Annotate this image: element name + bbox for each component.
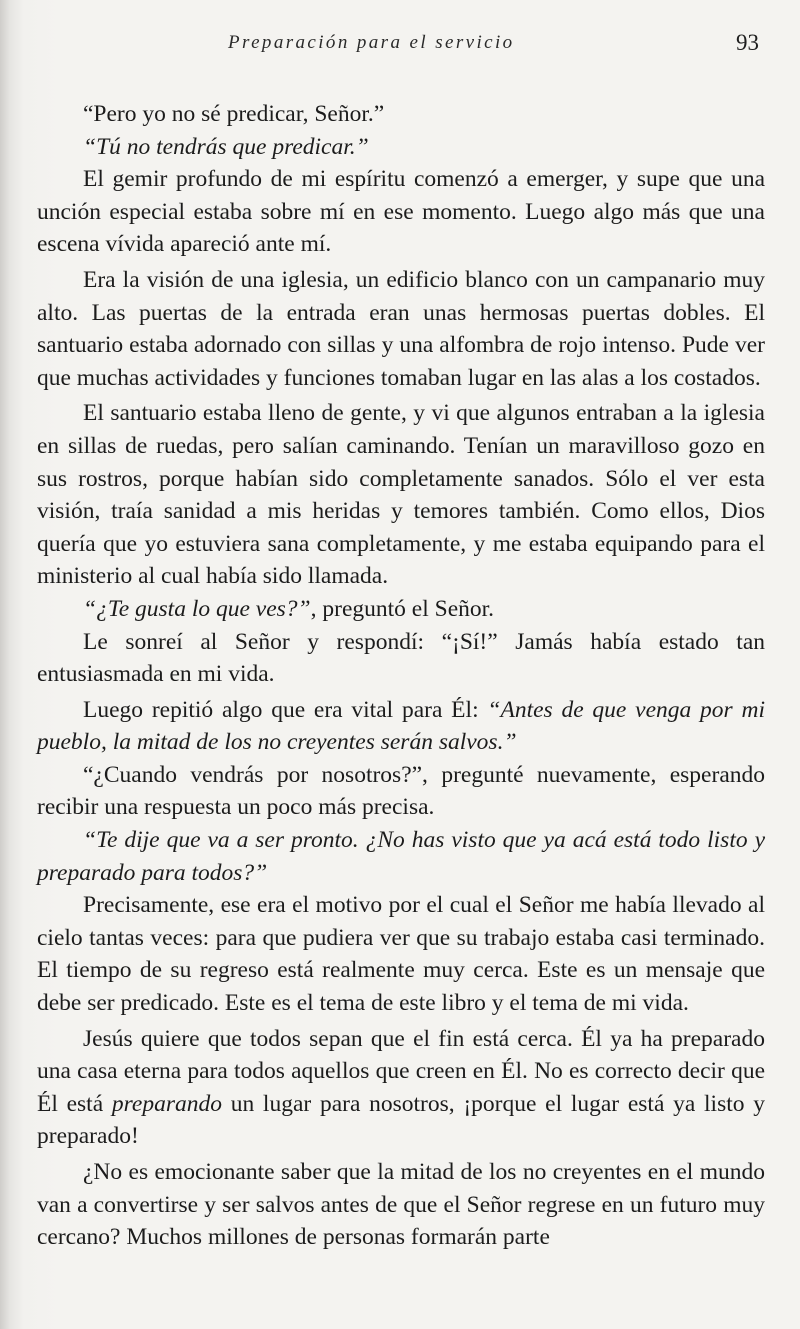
paragraph: El santuario estaba lleno de gente, y vi que algunos entraban a la iglesia en sillas de ruedas, pero salían caminando. Tenían un maravilloso gozo en sus rostros, porque habían sido completamente sanados. Sólo el ver esta visión, traía sanidad a mis heridas y temores también. Como ellos, Dios quería que yo estuviera sana completamente, y me estaba equipando para el ministerio al cual había sido llamada.	[37, 400, 765, 590]
paragraph: El gemir profundo de mi espíritu comenzó a emerger, y supe que una unción especial estaba sobre mí en ese momento. Luego algo más que una escena vívida apareció ante mí.	[37, 166, 765, 258]
paragraph: Era la visión de una iglesia, un edificio blanco con un campanario muy alto. Las puertas de la entrada eran unas hermosas puertas dobles. El santuario estaba adornado con sillas y una alfombra de rojo intenso. Pude ver que muchas actividades y funciones tomaban lugar en las alas a los costados.	[37, 266, 765, 391]
running-title: Preparación para el servicio	[228, 32, 515, 53]
paragraph: Jesús quiere que todos sepan que el fin está cerca. Él ya ha preparado una casa eterna para todos aquellos que creen en Él. No es correcto decir que Él está preparando un lugar para nosotros, ¡porque el lugar está ya listo y preparado!	[37, 1025, 765, 1150]
paragraph: “Tú no tendrás que predicar.”	[83, 133, 369, 160]
paragraph: “Te dije que va a ser pronto. ¿No has visto que ya acá está todo listo y preparado para todos?”	[37, 827, 765, 886]
paragraph: “¿Cuando vendrás por nosotros?”, pregunté nuevamente, esperando recibir una respuesta un poco más precisa.	[37, 761, 765, 821]
paragraph: “Pero yo no sé predicar, Señor.”	[83, 101, 385, 127]
paragraph: ¿No es emocionante saber que la mitad de los no creyentes en el mundo van a convertirse y ser salvos antes de que el Señor regrese en un futuro muy cercano? Muchos millones de personas formarán parte	[37, 1159, 765, 1251]
paragraph: Precisamente, ese era el motivo por el cual el Señor me había llevado al cielo tantas veces: para que pudiera ver que su trabajo estaba casi terminado. El tiempo de su regreso está realmente muy cerca. Este es un mensaje que debe ser predicado. Este es el tema de este libro y el tema de mi vida.	[37, 892, 765, 1017]
paragraph: “¿Te gusta lo que ves?”, preguntó el Señor.	[83, 595, 495, 622]
paragraph: Le sonreí al Señor y respondí: “¡Sí!” Jamás había estado tan entusiasmada en mi vida.	[37, 628, 765, 688]
page-header	[0, 28, 800, 62]
paragraph: Luego repitió algo que era vital para Él: “Antes de que venga por mi pueblo, la mitad de los no creyentes serán salvos.”	[37, 696, 765, 756]
body-text	[37, 98, 765, 1254]
page-number: 93	[736, 30, 759, 55]
